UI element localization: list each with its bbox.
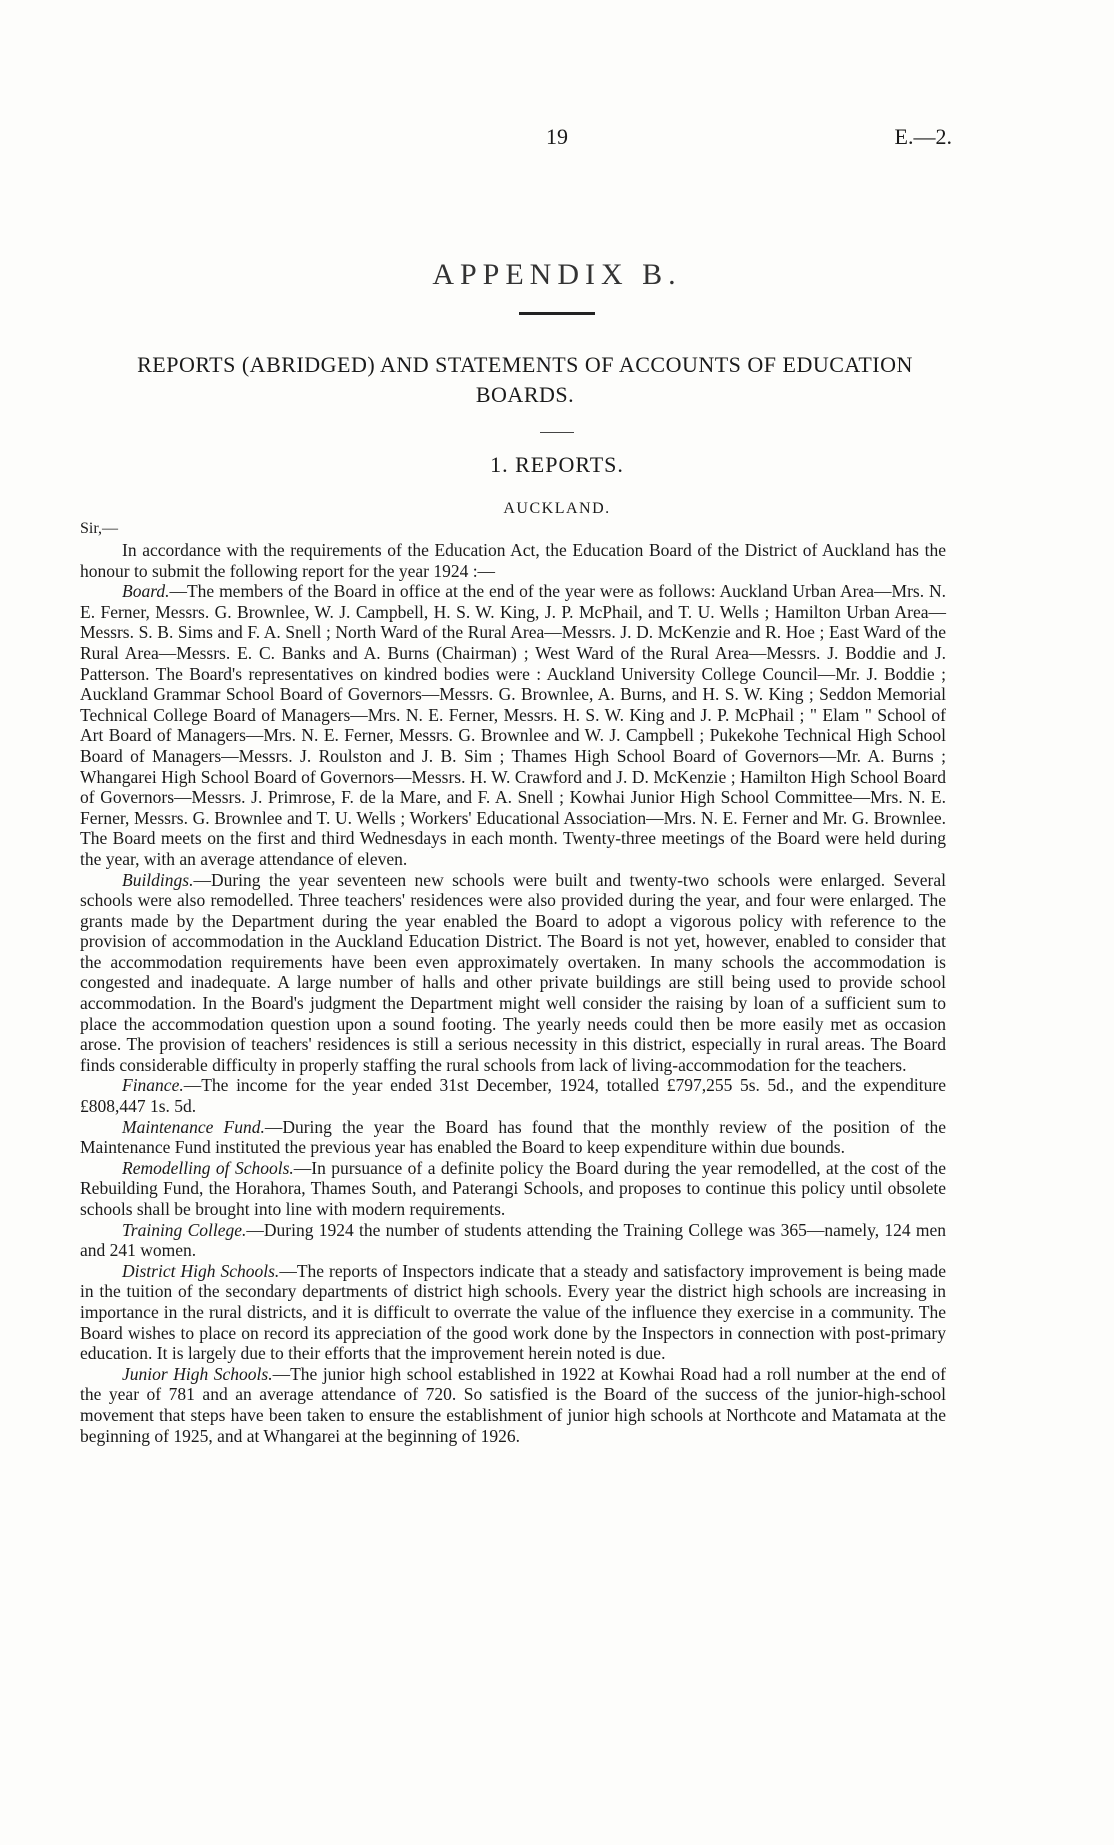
paragraph-heading: Board. <box>122 581 170 602</box>
document-code: E.—2. <box>894 124 952 149</box>
paragraph: In accordance with the requirements of the Education Act, the Education Board of the District of Auckland has the honour to submit the following report for the year 1924 :— <box>80 540 946 581</box>
appendix-title: APPENDIX B. <box>432 258 682 291</box>
report-body <box>80 540 946 1446</box>
paragraph-heading: Buildings. <box>122 869 194 890</box>
paragraph-board: Board.—The members of the Board in office at the end of the year were as follows: Auckland Urban Area—Mrs. N. E. Ferner, Messrs. G. Brownlee, W. J. Campbell, H. S. W. King, J. P. McPhail, and T. U. Wells ; Hamilton Urban Area—Messrs. S. B. Sims and F. A. Snell ; North Ward of the Rural Area—Messrs. J. D. McKenzie and R. Hoe ; East Ward of the Rural Area—Messrs. E. C. Banks and A. Burns (Chairman) ; West Ward of the Rural Area—Messrs. J. Boddie and J. Patterson. The Board's representatives on kindred bodies were : Auckland University College Council—Mr. J. Boddie ; Auckland Grammar School Board of Governors—Messrs. G. Brownlee, A. Burns, and H. S. W. King ; Seddon Memorial Technical College Board of Managers—Mrs. N. E. Ferner, Messrs. H. S. W. King and J. P. McPhail ; " Elam " School of Art Board of Managers—Mrs. N. E. Ferner, Messrs. G. Brownlee and W. J. Campbell ; Pukekohe Technical High School Board of Managers—Messrs. J. Roulston and J. B. Sim ; Thames High School Board of Governors—Mr. A. Burns ; Whangarei High School Board of Governors—Messrs. H. W. Crawford and J. D. McKenzie ; Hamilton High School Board of Governors—Messrs. J. Primrose, F. de la Mare, and F. A. Snell ; Kowhai Junior High School Committee—Mrs. N. E. Ferner, Messrs. G. Brownlee and T. U. Wells ; Workers' Educational Association—Mrs. N. E. Ferner and Mr. G. Brownlee. The Board meets on the first and third Wednesdays in each month. Twenty-three meetings of the Board were held during the year, with an average attendance of eleven. <box>80 581 946 869</box>
paragraph-district-high-schools: District High Schools.—The reports of Inspectors indicate that a steady and satisfactory improvement is being made in the tuition of the secondary departments of district high schools. Every year the district high schools are increasing in importance in the rural districts, and it is difficult to overrate the value of the influence they exercise in a community. The Board wishes to place on record its appreciation of the good work done by the Inspectors in connection with post-primary education. It is largely due to their efforts that the improvement herein noted is due. <box>80 1260 946 1364</box>
paragraph-junior-high-schools: Junior High Schools.—The junior high school established in 1922 at Kowhai Road had a roll number at the end of the year of 781 and an average attendance of 720. So satisfied is the Board of the success of the junior-high-school movement that steps have been taken to ensure the establishment of junior high schools at Northcote and Matamata at the beginning of 1925, and at Whangarei at the beginning of 1926. <box>80 1363 946 1446</box>
board-name: AUCKLAND. <box>503 500 611 517</box>
main-title: REPORTS (ABRIDGED) AND STATEMENTS OF ACCOUNTS OF EDUCATION BOARDS. <box>137 352 913 407</box>
paragraph-heading: Maintenance Fund. <box>122 1116 265 1137</box>
paragraph-maintenance-fund: Maintenance Fund.—During the year the Board has found that the monthly review of the position of the Maintenance Fund instituted the previous year has enabled the Board to keep expenditure within due bounds. <box>80 1116 946 1158</box>
paragraph-heading: Training College. <box>122 1219 247 1240</box>
paragraph-remodelling: Remodelling of Schools.—In pursuance of a definite policy the Board during the year remodelled, at the cost of the Rebuilding Fund, the Horahora, Thames South, and Paterangi Schools, and proposes to continue this policy until obsolete schools shall be brought into line with modern requirements. <box>80 1157 946 1219</box>
paragraph-heading: Remodelling of Schools. <box>122 1157 294 1178</box>
salutation: Sir,— <box>80 520 119 537</box>
section-title: 1. REPORTS. <box>490 452 624 477</box>
paragraph-heading: Junior High Schools. <box>122 1363 273 1384</box>
page-number: 19 <box>546 124 568 149</box>
paragraph-heading: Finance. <box>122 1075 184 1096</box>
paragraph-heading: District High Schools. <box>122 1260 280 1281</box>
title-divider <box>519 312 595 315</box>
paragraph-buildings: Buildings.—During the year seventeen new schools were built and twenty-two schools were enlarged. Several schools were also remodelled. Three teachers' residences were also provided during the year, and four were enlarged. The grants made by the Department during the year enabled the Board to adopt a vigorous policy with reference to the provision of accommodation in the Auckland Education District. The Board is not yet, however, enabled to consider that the accommodation requirements have been even approximately overtaken. In many schools the accommodation is congested and inadequate. A large number of halls and other private buildings are still being used to provide school accommodation. In the Board's judgment the Department might well consider the raising by loan of a sufficient sum to place the accommodation question upon a sound footing. The yearly needs could then be more easily met as occasion arose. The provision of teachers' residences is still a serious necessity in this district, especially in rural areas. The Board finds considerable difficulty in properly staffing the rural schools from lack of living-accommodation for the teachers. <box>80 869 946 1075</box>
paragraph-finance: Finance.—The income for the year ended 31st December, 1924, totalled £797,255 5s. 5d., and the expenditure £808,447 1s. 5d. <box>80 1075 946 1117</box>
section-divider <box>540 432 574 433</box>
paragraph-training-college: Training College.—During 1924 the number of students attending the Training College was 365—namely, 124 men and 241 women. <box>80 1219 946 1261</box>
